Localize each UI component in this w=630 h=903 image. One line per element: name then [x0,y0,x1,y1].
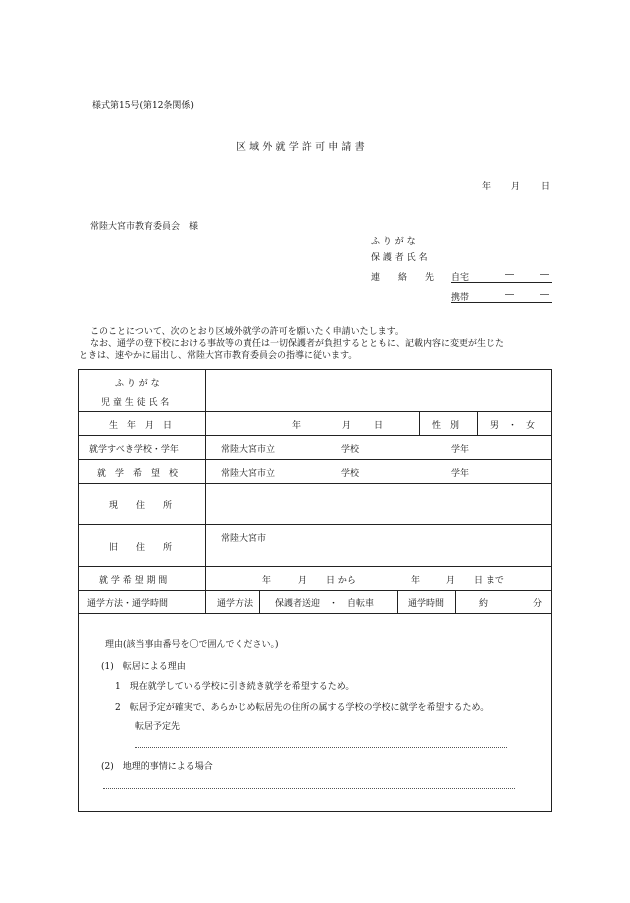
guardian-name-label: 保 護 者 氏 名 [371,253,428,263]
period-field[interactable] [206,567,552,590]
former-address-field[interactable] [206,525,552,566]
city-school-prefix: 常陸大宮市立 [221,469,276,479]
dash: ― [540,290,549,300]
relocation-destination-field[interactable] [135,747,507,748]
day-label: 日 [374,421,384,431]
date-year: 年 [482,182,492,192]
relocation-destination-label: 転居予定先 [135,722,181,732]
intro-line-2: なお、通学の登下校における事故等の責任は一切保護者が負担するとともに、記載内容に変更が生じた [90,339,505,349]
geographic-reason-field[interactable] [103,788,515,789]
date-day: 日 [541,182,551,192]
application-table [78,369,552,812]
column-divider [397,590,398,613]
commute-label: 通学方法・通学時間 [87,599,169,609]
contact-label: 連 絡 先 [371,273,435,283]
month-label: 月 [446,576,456,586]
reason-heading: 理由(該当事由番号を〇で囲んでください。) [105,640,279,650]
student-name-label: 児 童 生 徒 氏 名 [101,398,170,408]
commute-options[interactable]: 保護者送迎 ・ 自転車 [275,599,375,609]
document-title: 区 域 外 就 学 許 可 申 請 書 [236,142,365,153]
grade-suffix: 学年 [451,469,470,479]
dash: ― [505,290,514,300]
gender-options[interactable]: 男 ・ 女 [490,421,536,431]
reason-1-1[interactable]: 1 現在就学している学校に引き続き就学を希望するため。 [115,682,355,692]
student-name-field[interactable] [206,370,552,411]
form-number: 様式第15号(第12条関係) [92,101,194,111]
home-phone-field[interactable] [451,270,552,283]
until-label: 日 まで [474,576,504,586]
home-label: 自宅 [451,273,470,283]
intro-line-1: このことについて、次のとおり区域外就学の許可を願いたく申請いたします。 [90,327,404,337]
grade-suffix: 学年 [451,445,470,455]
intro-line-3: ときは、速やかに届出し、常陸大宮市教育委員会の指導に従います。 [79,351,358,361]
dash: ― [505,270,514,280]
desired-school-label: 就 学 希 望 校 [97,469,179,479]
former-address-label: 旧 住 所 [109,543,173,553]
desired-school-field[interactable] [206,460,552,483]
commute-time-label: 通学時間 [408,599,445,609]
school-suffix: 学校 [341,445,360,455]
row-divider [79,590,551,591]
gender-label: 性 別 [432,421,460,431]
date-month: 月 [511,182,521,192]
column-divider [477,411,478,435]
addressee: 常陸大宮市教育委員会 様 [90,222,199,232]
commute-method-label: 通学方法 [217,599,254,609]
assigned-school-field[interactable] [206,436,552,459]
birthdate-field[interactable] [206,412,419,435]
reason-1[interactable]: (1) 転居による理由 [101,662,186,672]
reason-2[interactable]: (2) 地理的事情による場合 [101,762,213,772]
reason-1-2[interactable]: 2 転居予定が確実で、あらかじめ転居先の住所の属する学校の学校に就学を希望するため。 [115,703,490,713]
approx-label: 約 [479,599,489,609]
student-furigana-label: ふ り が な [115,379,160,389]
column-divider [455,590,456,613]
year-label: 年 [292,421,302,431]
applicant-furigana: ふ り が な [371,237,416,247]
month-label: 月 [342,421,352,431]
city-school-prefix: 常陸大宮市立 [221,445,276,455]
birthdate-label: 生 年 月 日 [109,421,173,431]
year-label: 年 [411,576,421,586]
former-address-value: 常陸大宮市 [221,534,267,544]
month-label: 月 [298,576,308,586]
year-label: 年 [262,576,272,586]
school-grade-label: 就学すべき学校・学年 [89,445,179,455]
school-suffix: 学校 [341,469,360,479]
column-divider [419,411,420,435]
row-divider [79,613,551,614]
current-address-label: 現 住 所 [109,501,173,511]
dash: ― [540,270,549,280]
mobile-phone-field[interactable] [451,290,552,303]
minutes-label: 分 [533,599,543,609]
column-divider [259,590,260,613]
period-label: 就 学 希 望 期 間 [99,576,168,586]
current-address-field[interactable] [206,484,552,524]
from-label: 日 から [326,576,356,586]
mobile-label: 携帯 [451,293,470,303]
